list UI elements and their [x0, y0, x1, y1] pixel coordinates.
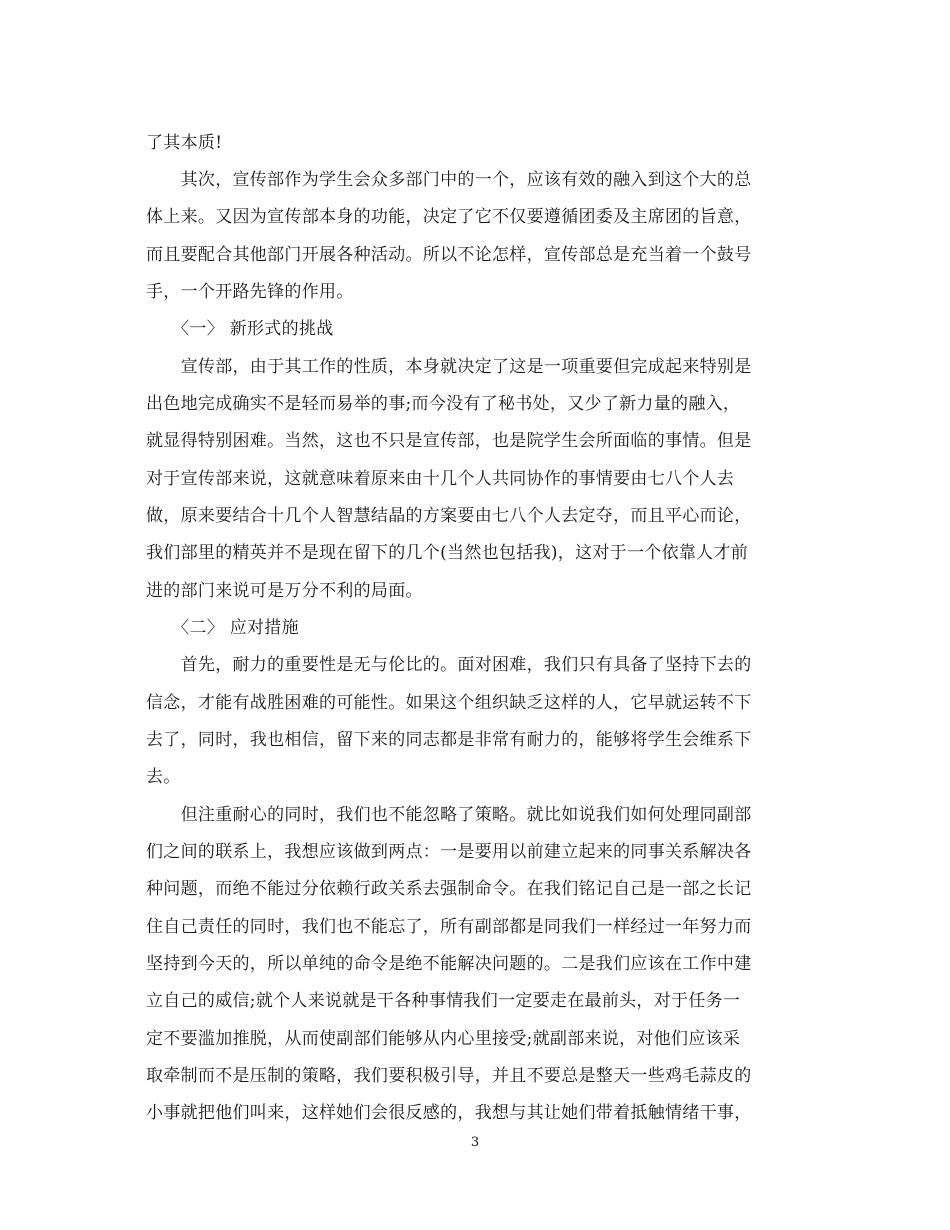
- text-line: 首先，耐力的重要性是无与伦比的。面对困难，我们只有具备了坚持下去的: [146, 655, 752, 675]
- text-line: 体上来。又因为宣传部本身的功能，决定了它不仅要遵循团委及主席团的旨意，: [146, 207, 752, 227]
- text-line: 宣传部，由于其工作的性质，本身就决定了这是一项重要但完成起来特别是: [146, 357, 752, 377]
- text-line: 我们部里的精英并不是现在留下的几个(当然也包括我)，这对于一个依靠人才前: [146, 543, 749, 563]
- text-line: 对于宣传部来说，这就意味着原来由十几个人共同协作的事情要由七八个人去: [146, 469, 735, 489]
- text-line: 住自己责任的同时，我们也不能忘了，所有副部都是同我们一样经过一年努力而: [146, 917, 752, 937]
- text-line: 种问题，而绝不能过分依赖行政关系去强制命令。在我们铭记自己是一部之长记: [146, 879, 752, 899]
- text-line: 了其本质!: [146, 133, 223, 153]
- text-line: 去了，同时，我也相信，留下来的同志都是非常有耐力的，能够将学生会维系下: [146, 730, 752, 750]
- text-line: 而且要配合其他部门开展各种活动。所以不论怎样，宣传部总是充当着一个鼓号: [146, 245, 752, 265]
- text-line: 小事就把他们叫来，这样她们会很反感的，我想与其让她们带着抵触情绪干事，: [146, 1103, 752, 1123]
- text-line: 取牵制而不是压制的策略，我们要积极引导，并且不要总是整天一些鸡毛蒜皮的: [146, 1066, 752, 1086]
- text-line: 出色地完成确实不是轻而易举的事;而今没有了秘书处，又少了新力量的融入，: [146, 394, 741, 414]
- text-line: 其次，宣传部作为学生会众多部门中的一个，应该有效的融入到这个大的总: [146, 170, 752, 190]
- page-number: 3: [470, 1135, 480, 1150]
- text-line: 坚持到今天的，所以单纯的命令是绝不能解决问题的。二是我们应该在工作中建: [146, 954, 752, 974]
- text-line: 去。: [146, 767, 181, 787]
- text-line: 手，一个开路先锋的作用。: [146, 282, 354, 302]
- text-line: 做，原来要结合十几个人智慧结晶的方案要由七八个人去定夺，而且平心而论，: [146, 506, 752, 526]
- text-line: 们之间的联系上，我想应该做到两点：一是要用以前建立起来的同事关系解决各: [146, 842, 752, 862]
- text-line: 定不要滥加推脱，从而使副部们能够从内心里接受;就副部来说，对他们应该采: [146, 1029, 741, 1049]
- section-heading: 〈一〉 新形式的挑战: [146, 319, 334, 339]
- text-line: 就显得特别困难。当然，这也不只是宣传部，也是院学生会所面临的事情。但是: [146, 431, 752, 451]
- text-line: 进的部门来说可是万分不利的局面。: [146, 581, 423, 601]
- text-line: 但注重耐心的同时，我们也不能忽略了策略。就比如说我们如何处理同副部: [146, 805, 752, 825]
- section-heading: 〈二〉 应对措施: [146, 618, 299, 638]
- text-line: 立自己的威信;就个人来说就是干各种事情我们一定要走在最前头，对于任务一: [146, 991, 741, 1011]
- text-line: 信念，才能有战胜困难的可能性。如果这个组织缺乏这样的人，它早就运转不下: [146, 693, 752, 713]
